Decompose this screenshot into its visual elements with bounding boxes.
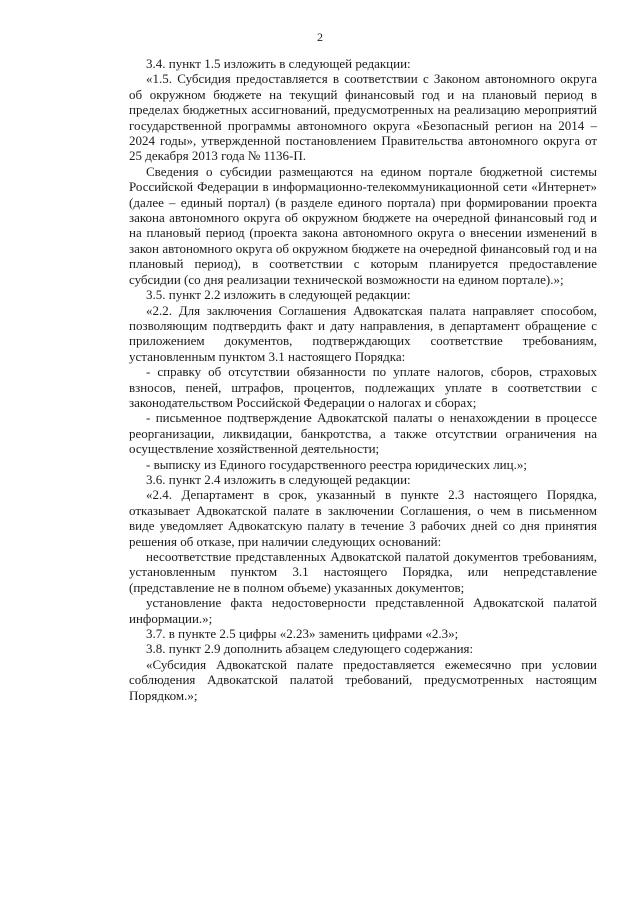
- paragraph: «Субсидия Адвокатской палате предоставляется ежемесячно при условии соблюдения Адвокатской палатой требований, предусмотренных настоящим Порядком.»;: [129, 656, 597, 703]
- paragraph: 3.6. пункт 2.4 изложить в следующей редакции:: [146, 471, 411, 487]
- paragraph: 3.8. пункт 2.9 дополнить абзацем следующего содержания:: [146, 641, 474, 657]
- paragraph: установление факта недостоверности представленной Адвокатской палатой информации.»;: [129, 595, 597, 626]
- paragraph: «2.4. Департамент в срок, указанный в пункте 2.3 настоящего Порядка, отказывает Адвокатской палате в заключении Соглашения, о чем в письменном виде уведомляет Адвокатскую палату в течение 3 рабочих дней со дня принятия решения об отказе, при наличии следующих оснований:: [129, 487, 597, 549]
- paragraph: - письменное подтверждение Адвокатской палаты о ненахождении в процессе реорганизации, ликвидации, банкротства, а также отсутствии ограничения на осуществление хозяйственной деятельности;: [129, 410, 597, 457]
- paragraph: Сведения о субсидии размещаются на едином портале бюджетной системы Российской Федерации в информационно-телекоммуникационной сети «Интернет» (далее – единый портал) (в разделе единого портала) при формировании проекта закона автономного округа об окружном бюджете на очередной финансовый год и на плановый период (проекта закона автономного округа о внесении изменений в закон автономного округа об окружном бюджете на очередной финансовый год и на плановый период), в соответствии с которым планируется предоставление субсидии (со дня реализации технической возможности на едином портале).»;: [129, 163, 597, 287]
- paragraph: - выписку из Единого государственного реестра юридических лиц.»;: [146, 456, 527, 472]
- paragraph: 3.4. пункт 1.5 изложить в следующей редакции:: [146, 56, 411, 71]
- paragraph: - справку об отсутствии обязанности по уплате налогов, сборов, страховых взносов, пеней, штрафов, процентов, подлежащих уплате в соответствии с законодательством Российской Федерации о налогах и сборах;: [129, 364, 597, 410]
- paragraph: «1.5. Субсидия предоставляется в соответствии с Законом автономного округа об окружном бюджете на текущий финансовый год и на плановый период в пределах бюджетных ассигнований, предусмотренных на реализацию мероприятий государственной программы автономного округа «Безопасный регион на 2014 – 2024 годы», утвержденной постановлением Правительства автономного округа от 25 декабря 2013 года № 1136-П.: [129, 71, 597, 164]
- page-number: 2: [317, 30, 323, 44]
- paragraph: 3.5. пункт 2.2 изложить в следующей редакции:: [146, 287, 411, 303]
- paragraph: несоответствие представленных Адвокатской палатой документов требованиям, установленным пунктом 3.1 настоящего Порядка, или непредставление (представление не в полном объеме) указанных документов;: [129, 549, 597, 595]
- paragraph: 3.7. в пункте 2.5 цифры «2.23» заменить цифрами «2.3»;: [146, 626, 459, 642]
- paragraph: «2.2. Для заключения Соглашения Адвокатская палата направляет способом, позволяющим подтвердить факт и дату направления, в департамент обращение с приложением документов, подтверждающих соответствие требованиям, установленным пунктом 3.1 настоящего Порядка:: [129, 302, 597, 364]
- document-body: [129, 56, 597, 703]
